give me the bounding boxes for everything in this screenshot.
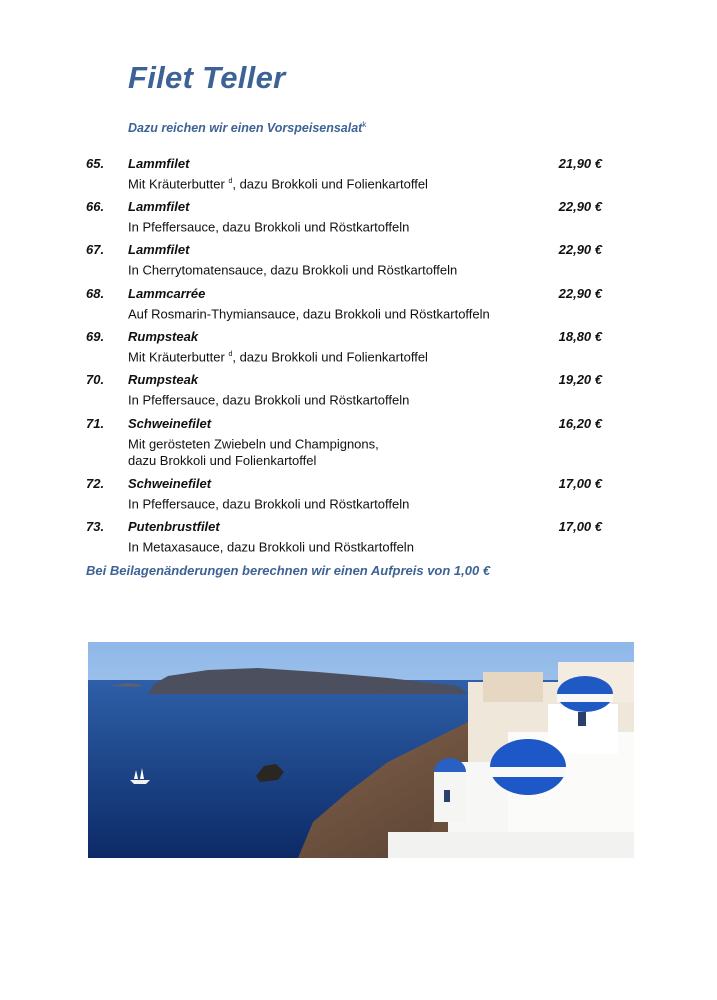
santorini-photo bbox=[88, 642, 634, 858]
description-text: In Pfeffersauce, dazu Brokkoli und Röstkartoffeln bbox=[128, 496, 410, 512]
item-price: 22,90 € bbox=[558, 286, 602, 301]
description-text: In Cherrytomatensauce, dazu Brokkoli und Röstkartoffeln bbox=[128, 262, 458, 278]
item-price: 16,20 € bbox=[558, 416, 602, 431]
item-number: 71. bbox=[86, 416, 105, 431]
description-text: In Pfeffersauce, dazu Brokkoli und Röstkartoffeln bbox=[128, 392, 410, 408]
item-name: Lammfilet bbox=[128, 199, 190, 214]
description-text: Mit Kräuterbutter bbox=[128, 176, 229, 192]
item-number: 68. bbox=[86, 286, 105, 301]
item-description bbox=[128, 346, 428, 365]
description-text: Mit gerösteten Zwiebeln und Champignons, bbox=[128, 436, 379, 452]
description-text: In Metaxasauce, dazu Brokkoli und Röstkartoffeln bbox=[128, 539, 414, 555]
item-description bbox=[128, 216, 409, 235]
item-price: 21,90 € bbox=[558, 156, 602, 171]
item-name: Putenbrustfilet bbox=[128, 519, 220, 534]
item-description bbox=[128, 433, 379, 469]
item-name: Schweinefilet bbox=[128, 476, 212, 491]
item-number: 72. bbox=[86, 476, 105, 491]
item-name: Lammfilet bbox=[128, 242, 190, 257]
surcharge-note: Bei Beilagenänderungen berechnen wir einen Aufpreis von 1,00 € bbox=[86, 563, 491, 578]
item-price: 19,20 € bbox=[558, 372, 602, 387]
item-description bbox=[128, 536, 414, 555]
item-number: 70. bbox=[86, 372, 105, 387]
item-price: 17,00 € bbox=[558, 476, 602, 491]
description-text-cont: , dazu Brokkoli und Folienkartoffel bbox=[232, 176, 428, 192]
item-price: 17,00 € bbox=[558, 519, 602, 534]
item-description bbox=[128, 173, 428, 192]
item-number: 66. bbox=[86, 199, 105, 214]
description-text-cont: , dazu Brokkoli und Folienkartoffel bbox=[232, 349, 428, 365]
subtitle-text: Dazu reichen wir einen Vorspeisensalat bbox=[128, 121, 363, 136]
item-description bbox=[128, 493, 409, 512]
item-number: 65. bbox=[86, 156, 105, 171]
description-text: Auf Rosmarin-Thymiansauce, dazu Brokkoli und Röstkartoffeln bbox=[128, 306, 490, 322]
item-price: 22,90 € bbox=[558, 199, 602, 214]
item-number: 67. bbox=[86, 242, 105, 257]
page-subtitle bbox=[128, 120, 366, 135]
item-description bbox=[128, 303, 490, 322]
item-name: Rumpsteak bbox=[128, 372, 199, 387]
allergen-marker: d bbox=[228, 178, 233, 185]
item-price: 18,80 € bbox=[558, 329, 602, 344]
description-text: Mit Kräuterbutter bbox=[128, 349, 229, 365]
item-description bbox=[128, 259, 457, 278]
item-name: Rumpsteak bbox=[128, 329, 199, 344]
allergen-marker: k bbox=[362, 120, 367, 129]
item-name: Schweinefilet bbox=[128, 416, 212, 431]
item-description bbox=[128, 389, 409, 408]
item-number: 73. bbox=[86, 519, 105, 534]
item-number: 69. bbox=[86, 329, 105, 344]
page-title: Filet Teller bbox=[128, 60, 286, 95]
item-name: Lammcarrée bbox=[128, 286, 206, 301]
description-text: In Pfeffersauce, dazu Brokkoli und Röstkartoffeln bbox=[128, 219, 410, 235]
item-price: 22,90 € bbox=[558, 242, 602, 257]
description-line2: dazu Brokkoli und Folienkartoffel bbox=[128, 453, 317, 469]
allergen-marker: d bbox=[228, 351, 233, 358]
item-name: Lammfilet bbox=[128, 156, 190, 171]
